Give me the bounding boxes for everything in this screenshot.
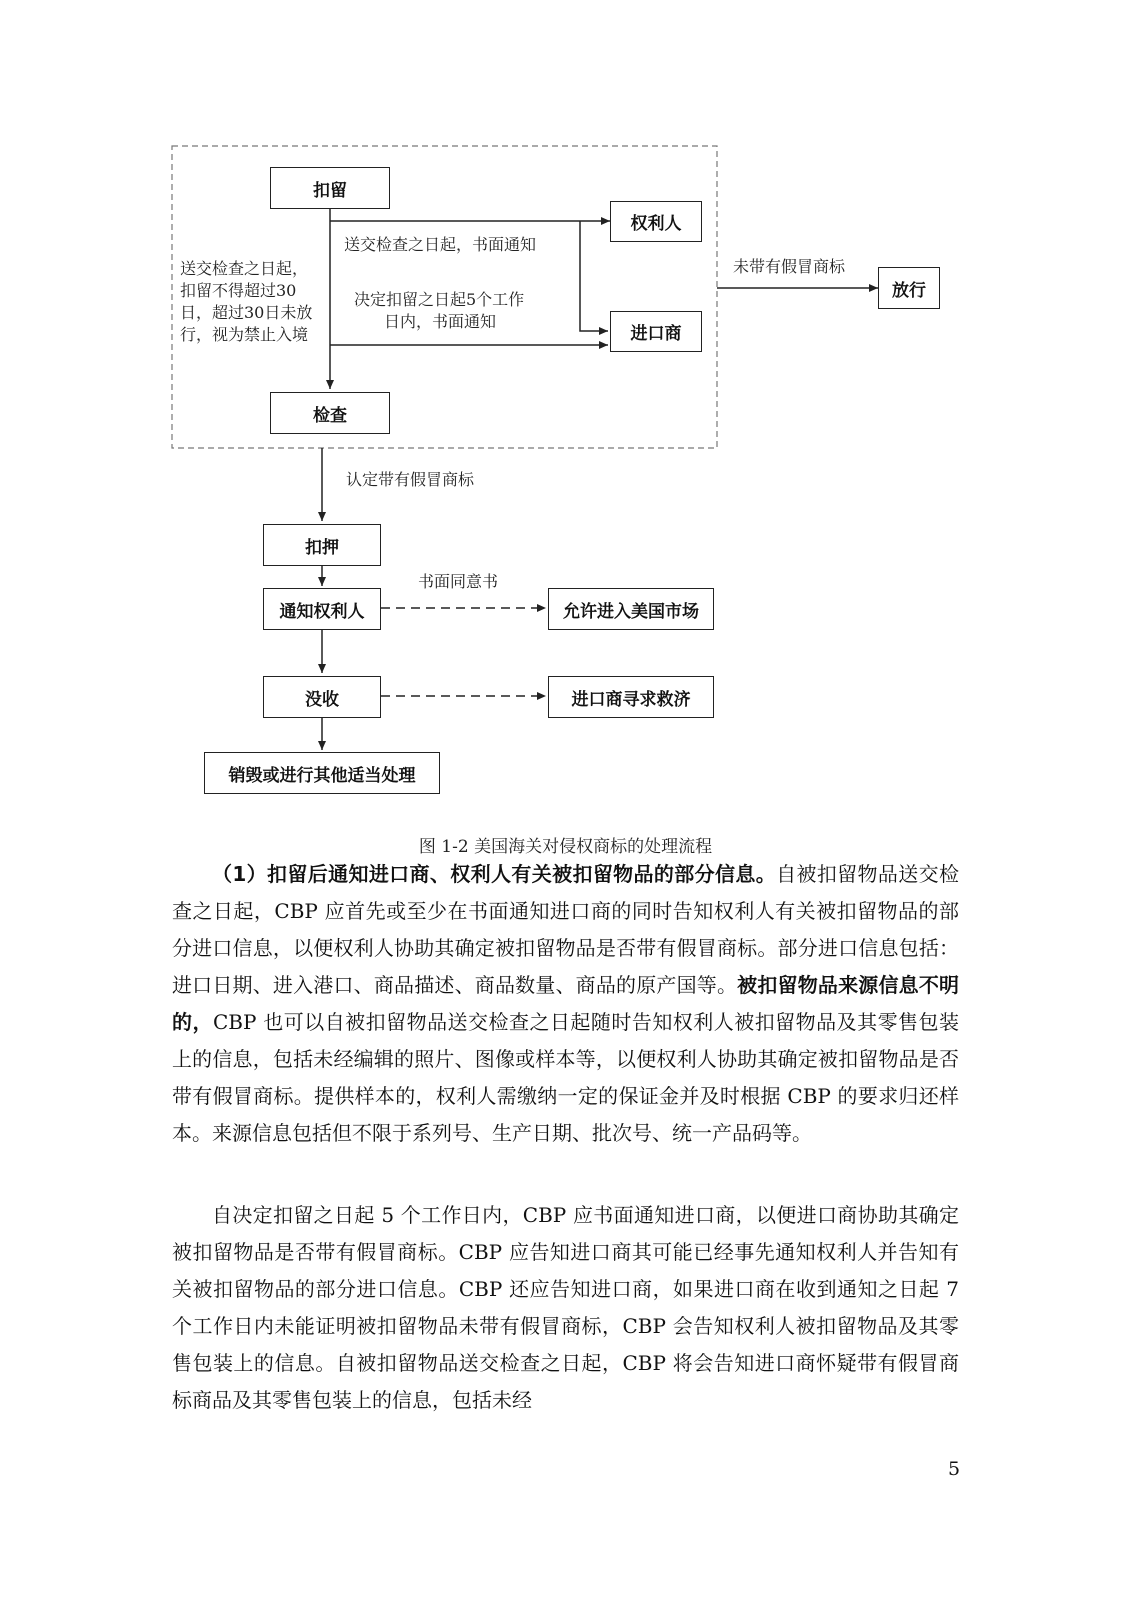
arrow-branch-to-importer — [580, 221, 608, 331]
page-number: 5 — [948, 1458, 961, 1480]
para2-text: 自决定扣留之日起 5 个工作日内，CBP 应书面通知进口商，以便进口商协助其确定被扣留物品是否带有假冒商标。CBP 应告知进口商其可能已经事先通知权利人并告知有关被扣留物品的部分进口信息。CBP 还应告知进口商，如果进口商在收到通知之日起 7 个工作日内未能证明被扣留物品未带有假冒商标，CBP 会告知权利人被扣留物品及其零售包装上的信息。自被扣留物品送交检查之日起，CBP 将会告知进口商怀疑带有假冒商标商品及其零售包装上的信息，包括未经 — [172, 1203, 959, 1412]
label-notify-holder: 送交检查之日起，书面通知 — [344, 235, 537, 254]
label-written-consent: 书面同意书 — [418, 572, 499, 591]
node-detain: 扣留 — [270, 167, 390, 209]
para1-bold-source: 被扣留物品来源信息不明的， — [172, 973, 960, 1034]
paragraph-1 — [172, 856, 959, 1152]
node-confiscate: 没收 — [263, 676, 381, 718]
label-left-note-2: 扣留不得超过30 — [180, 281, 297, 300]
node-importer-relief: 进口商寻求救济 — [548, 676, 714, 718]
para1-bold-heading: （1）扣留后通知进口商、权利人有关被扣留物品的部分信息。 — [212, 862, 777, 886]
node-importer: 进口商 — [610, 311, 702, 352]
label-no-counterfeit: 未带有假冒商标 — [733, 257, 846, 276]
node-right-holder: 权利人 — [610, 201, 702, 242]
label-left-note-3: 日，超过30日未放 — [180, 303, 313, 322]
node-inspect: 检查 — [270, 392, 390, 434]
node-destroy: 销毁或进行其他适当处理 — [204, 752, 440, 794]
paragraph-2 — [172, 1197, 959, 1419]
node-notify-holder: 通知权利人 — [263, 588, 381, 630]
node-seize: 扣押 — [263, 524, 381, 566]
figure-caption: 图 1-2 美国海关对侵权商标的处理流程 — [418, 837, 713, 857]
node-release: 放行 — [878, 267, 940, 309]
label-counterfeit: 认定带有假冒商标 — [346, 470, 475, 489]
para1-text-1: 自被扣留物品送交检查之日起，CBP 应首先或至少在书面通知进口商的同时告知权利人有关被扣留物品的部分进口信息，以便权利人协助其确定被扣留物品是否带有假冒商标。部分进口信息包括：进口日期、进入港口、商品描述、商品数量、商品的原产国等。 — [172, 862, 959, 997]
label-left-note-4: 行，视为禁止入境 — [180, 325, 309, 344]
label-notify-importer-1: 决定扣留之日起5个工作 — [354, 290, 525, 309]
label-left-note-1: 送交检查之日起， — [180, 259, 309, 278]
para1-text-2: CBP 也可以自被扣留物品送交检查之日起随时告知权利人被扣留物品及其零售包装上的信息，包括未经编辑的照片、图像或样本等，以便权利人协助其确定被扣留物品是否带有假冒商标。提供样本的，权利人需缴纳一定的保证金并及时根据 CBP 的要求归还样本。来源信息包括但不限于系列号、生产日期、批次号、统一产品码等。 — [172, 1010, 960, 1145]
label-notify-importer-2: 日内，书面通知 — [384, 312, 497, 331]
node-allow-market: 允许进入美国市场 — [548, 588, 714, 630]
